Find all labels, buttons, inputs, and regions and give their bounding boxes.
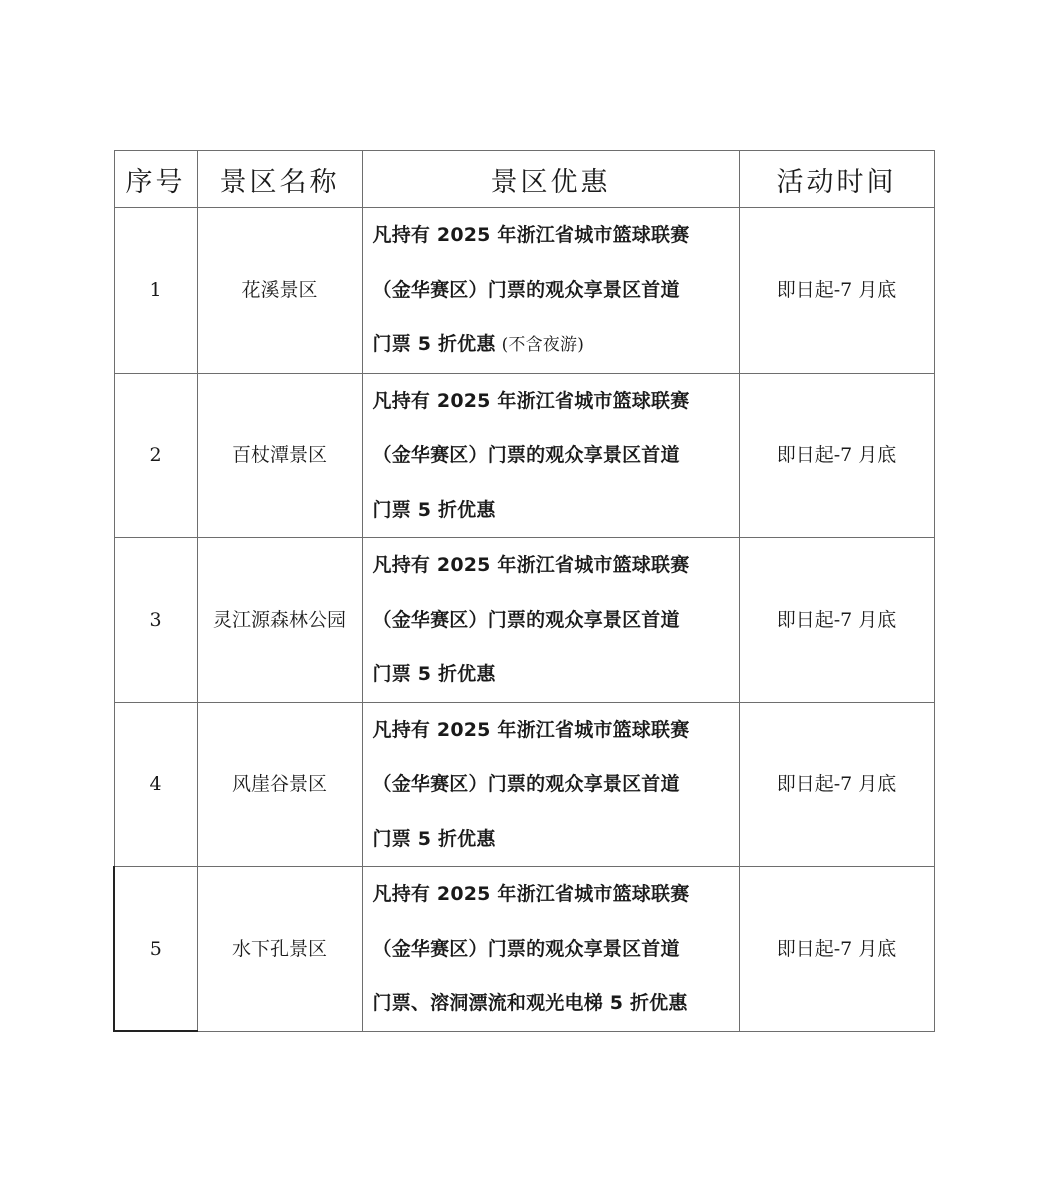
offer-line: （金华赛区）门票的观众享景区首道 (372, 444, 680, 466)
offer-line: 凡持有 2025 年浙江省城市篮球联赛 (372, 883, 690, 905)
period-cell: 即日起-7 月底 (739, 867, 934, 1032)
scenic-name: 灵江源森林公园 (212, 608, 346, 631)
period-cell: 即日起-7 月底 (739, 702, 934, 867)
offer-note: (不含夜游) (501, 335, 585, 355)
offer-line: 凡持有 2025 年浙江省城市篮球联赛 (372, 554, 690, 576)
scenic-name-cell (197, 373, 362, 538)
scenic-offers-table (113, 150, 935, 1032)
scenic-name-cell (197, 208, 362, 374)
table-row (114, 867, 934, 1032)
offer-cell (362, 702, 739, 867)
offer-cell (362, 373, 739, 538)
scenic-name-cell (197, 867, 362, 1032)
table-row (114, 373, 934, 538)
period-cell: 即日起-7 月底 (739, 208, 934, 374)
serial-cell: 4 (114, 702, 197, 867)
offer-line-last: 门票 5 折优惠 (372, 827, 496, 850)
offer-line-last (373, 317, 731, 373)
scenic-name: 花溪景区 (241, 279, 318, 302)
offer-line: 凡持有 2025 年浙江省城市篮球联赛 (372, 389, 690, 412)
header-scenic-name: 景区名称 (197, 151, 362, 208)
table-row (114, 702, 934, 867)
offer-line: （金华赛区）门票的观众享景区首道 (372, 773, 680, 795)
offer-line: 凡持有 2025 年浙江省城市篮球联赛 (372, 718, 690, 741)
serial-cell: 2 (114, 373, 197, 538)
offer-line: 凡持有 2025 年浙江省城市篮球联赛 (372, 224, 690, 246)
scenic-name: 风崖谷景区 (231, 773, 327, 796)
offer-line: （金华赛区）门票的观众享景区首道 (372, 278, 680, 301)
header-activity-period: 活动时间 (739, 151, 934, 208)
serial-cell: 1 (114, 208, 197, 374)
period-cell: 即日起-7 月底 (739, 538, 934, 703)
scenic-name-cell (197, 702, 362, 867)
offer-line-last: 门票 5 折优惠 (372, 663, 496, 685)
period-cell: 即日起-7 月底 (739, 373, 934, 538)
scenic-name-cell (197, 538, 362, 703)
offer-line-last: 门票、溶洞漂流和观光电梯 5 折优惠 (372, 992, 688, 1014)
offer-cell (362, 867, 739, 1032)
header-scenic-offer: 景区优惠 (362, 151, 739, 208)
offer-line: （金华赛区）门票的观众享景区首道 (372, 937, 680, 960)
scenic-name: 水下孔景区 (231, 937, 327, 960)
serial-cell: 5 (114, 867, 197, 1032)
offer-cell (362, 208, 739, 374)
table-header-row (114, 151, 934, 208)
serial-cell: 3 (114, 538, 197, 703)
table-row (114, 538, 934, 703)
offer-cell (362, 538, 739, 703)
header-serial: 序号 (114, 151, 197, 208)
scenic-name: 百杖潭景区 (231, 444, 327, 467)
offer-line-last: 门票 5 折优惠 (372, 498, 496, 521)
table-row (114, 208, 934, 374)
offer-line-text: 门票 5 折优惠 (372, 333, 496, 355)
offer-line: （金华赛区）门票的观众享景区首道 (372, 608, 680, 631)
